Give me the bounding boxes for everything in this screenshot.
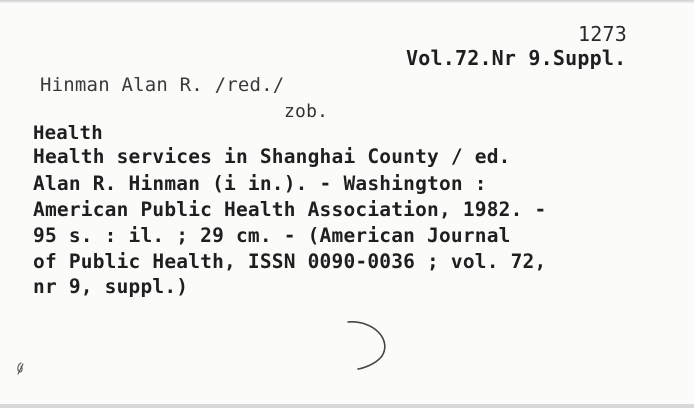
- description-line: American Public Health Association, 1982. -: [33, 198, 547, 221]
- call-number: 1273: [578, 22, 627, 46]
- card-bottom-edge: [0, 404, 694, 408]
- pencil-curve-mark: [330, 314, 400, 384]
- subject-heading: Health: [33, 122, 103, 144]
- small-pencil-mark: [12, 360, 28, 376]
- volume-designation: Vol.72.Nr 9.Suppl.: [406, 46, 627, 70]
- description-line: Health services in Shanghai County / ed.: [33, 145, 511, 168]
- description-line: Alan R. Hinman (i in.). - Washington :: [33, 172, 487, 195]
- card-top-edge: [0, 0, 694, 3]
- author-note: zob.: [284, 101, 329, 122]
- description-line: of Public Health, ISSN 0090-0036 ; vol. 72,: [33, 250, 547, 273]
- description-line: nr 9, suppl.): [33, 275, 189, 298]
- description-line: 95 s. : il. ; 29 cm. - (American Journal: [33, 224, 511, 247]
- author-line: Hinman Alan R. /red./: [40, 74, 285, 96]
